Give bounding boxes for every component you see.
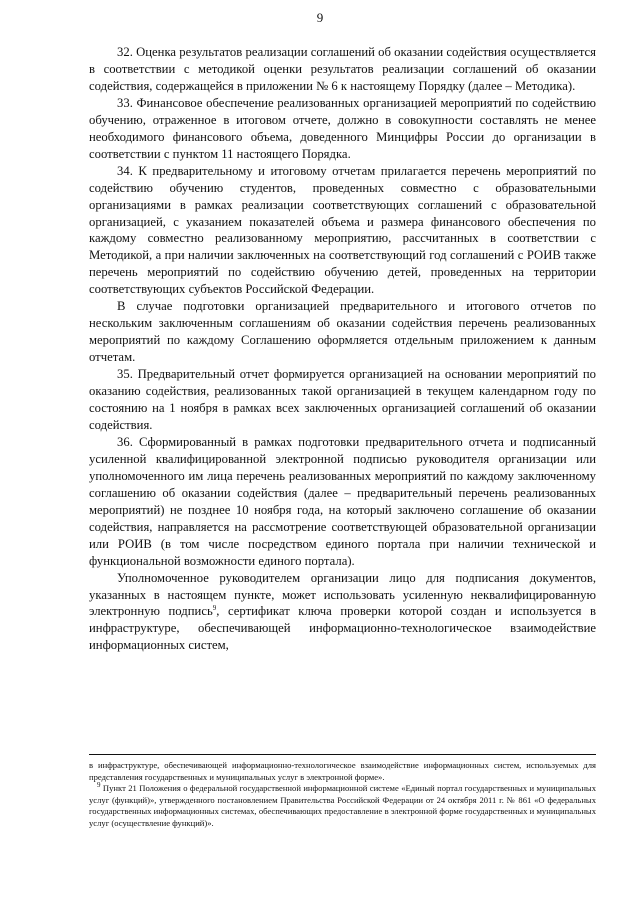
paragraph-33: 33. Финансовое обеспечение реализованных организацией мероприятий по содействию обучению, отраженное в итоговом отчете, должно в совокупности составлять не менее необходимого финансового объема, доведенного Минцифры России до организации в соответствии с пунктом 11 настоящего Порядка. [89,95,596,161]
paragraph-text: Уполномоченное руководителем организации лицо для подписания документов, указанных в настоящем пункте, может использовать усиленную неквалифицированную электронную подпись [89,570,596,619]
footnote-marker: 9 [97,781,101,790]
paragraph-34-continued: В случае подготовки организацией предварительного и итогового отчетов по нескольким заключенным соглашениям об оказании содействия перечень реализованных мероприятий по каждому Соглашению оформляется отдельным приложением к данным отчетам. [89,299,596,365]
footnote-divider [89,754,596,755]
paragraph-text-continued: , сертификат ключа проверки которой создан и используется в инфраструктуре, обеспечивающей информационно-технологическое взаимодействие информационных систем, [89,604,596,653]
paragraph-36-continued [89,570,596,655]
footnote-9 [89,783,596,829]
footnote-continuation: в инфраструктуре, обеспечивающей информационно-технологическое взаимодействие информационных систем, используемых для представления государственных и муниципальных услуг в электронной форме». [89,760,596,782]
footnote-reference: 9 [212,604,217,613]
document-body [89,44,596,654]
paragraph-32: 32. Оценка результатов реализации соглашений об оказании содействия осуществляется в соответствии с методикой оценки результатов реализации соглашений об оказании содействия, содержащейся в приложении № 6 к настоящему Порядку (далее – Методика). [89,45,596,93]
footnotes [89,760,596,830]
paragraph-34: 34. К предварительному и итоговому отчетам прилагается перечень мероприятий по содействию обучению студентов, проведенных совместно с образовательными организациями в рамках реализации соответствующих соглашений с образовательной организацией, с указанием показателей объема и размера финансового обеспечения по каждому совместно реализованному мероприятию, рассчитанных в соответствии с Методикой, а при наличии заключенных на соответствующий год соглашений с РОИВ также перечень мероприятий по содействию обучению детей, проведенных на территории соответствующих субъектов Российской Федерации. [89,163,596,297]
paragraph-35: 35. Предварительный отчет формируется организацией на основании мероприятий по оказанию содействия, реализованных такой организацией в текущем календарном году по состоянию на 1 ноября в рамках всех заключенных организацией соглашений об оказании содействия. [89,367,596,432]
paragraph-36: 36. Сформированный в рамках подготовки предварительного отчета и подписанный усиленной квалифицированной электронной подписью руководителя организации или уполномоченного им лица перечень реализованных мероприятий по каждому заключенному соглашению об оказании содействия (далее – предварительный перечень реализованных мероприятий) не позднее 10 ноября года, на который заключено соглашение об оказании содействия, направляется на рассмотрение соответствующей образовательной организации или РОИВ (в том числе посредством единого портала при наличии технической и функциональной возможности единого портала). [89,434,596,568]
footnote-text: Пункт 21 Положения о федеральной государственной информационной системе «Единый портал государственных и муниципальных услуг (функций)», утвержденного постановлением Правительства Российской Федерации от 24 октября 2011 г. № 861 «О федеральных государственных информационных системах, обеспечивающих предоставление в электронной форме государственных и муниципальных услуг (осуществление функций)». [89,783,596,828]
page-number: 9 [316,10,324,25]
